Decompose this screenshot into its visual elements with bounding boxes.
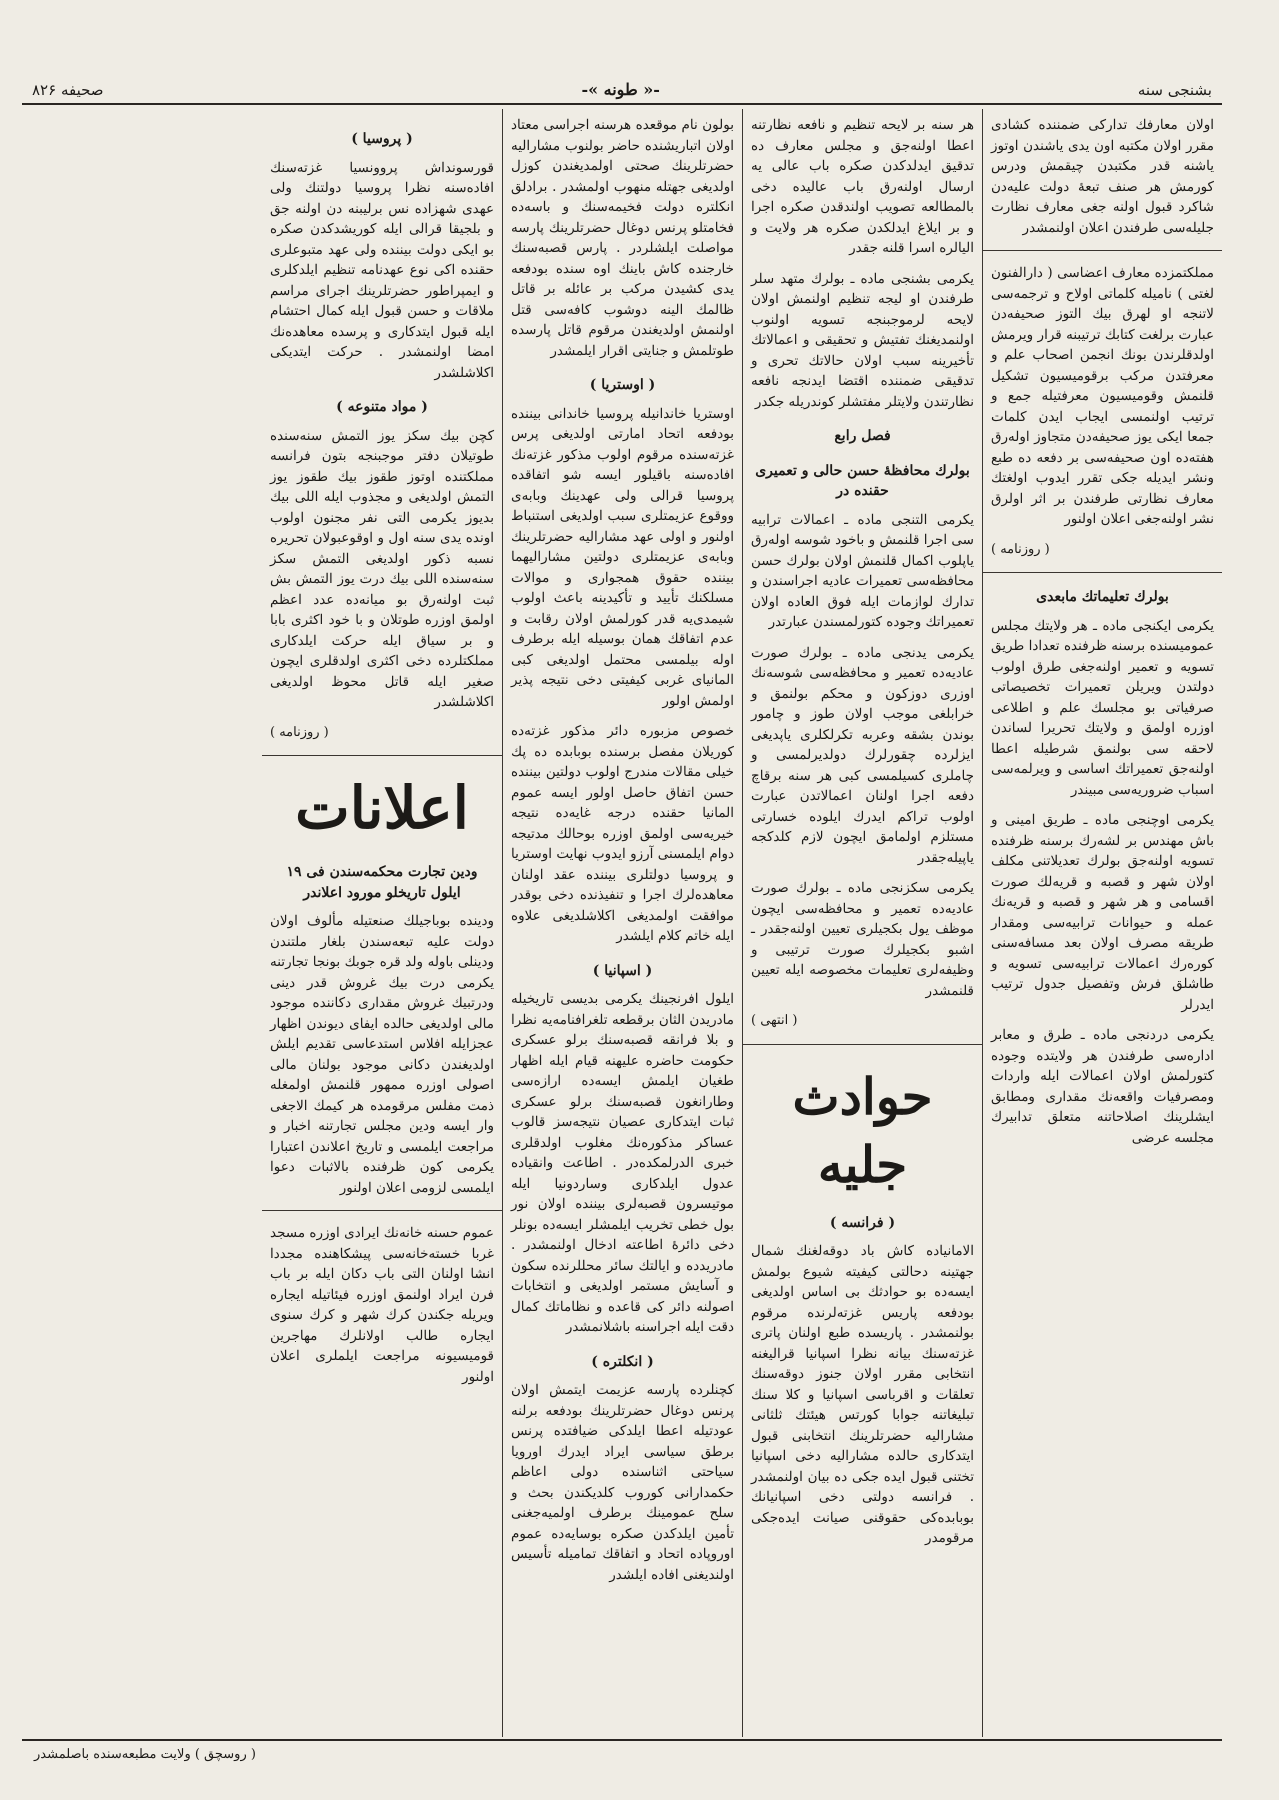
announcement-title: ودین تجارت محكمه‌سندن فی ۱۹ ایلول تاریخلو مورود اعلاندر (286, 864, 478, 901)
section-heading: ( اسپانیا ) (592, 962, 653, 979)
paragraph: یكرمی التنجی ماده ـ اعمالات ترابیه سی اجرا قلنمش و باخود شوسه اوله‌رق یاپلوب اكمال قلنمش اولان بولرك حسن محافظه‌سی تعمیرات عادیه اجراسندن و تدارك لوازمات ایله فوق العاده اولان تعمیراتك وجوده كتورلمسندن عبارتدر (751, 511, 974, 630)
paragraph: یكرمی اوچنجی ماده ـ طریق امینی و باش مهندس بر لشه‌رك برسنه ظرفنده تسویه اولنه‌جق بولرك تعدیلاتنی مكلف اولان شهر و قصبه و قریه‌لك صورت اقسامی و هر شهر و قصبه و قریه‌نك عمله و حیوانات ترابیه‌سی ومقدار طریقه مصرف اولان بعد مسافه‌سنی كوره‌رك اعمالات ترابیه‌سی تسویه و طاشلق فرش وتفصیل جدول ترتیب ایدرلر (991, 812, 1214, 1013)
column-2 (742, 109, 982, 1737)
paragraph: اولان معارفك تداركی ضمننده كشادی مقرر اولان مكتبه اون یدی یاشندن اوتوز یاشنه قدر مكتبدن چیقمش ودرس كورمش هر صنف تبعهٔ دولت علیه‌دن شاكرد قبول اولنه جغی معارف نظارت جلیله‌سی طرفندن اعلان اولنمشدر (991, 117, 1214, 236)
paragraph: یكرمی سكزنجی ماده ـ بولرك صورت عادیه‌ده تعمیر و محافظه‌سی ایچون موظف یول بكجیلری تعیین اولنه‌جقدر ـ اشبو بكجیلرك صورت ترتیبی و وظیفه‌لری تعلیمات مخصوصه ایله تعیین قلنمشدر (751, 880, 974, 999)
section-heading: ( فرانسه ) (829, 1214, 896, 1231)
paragraph: هر سنه بر لایحه تنظیم و نافعه نظارتنه اعطا اولنه‌جق و مجلس معارف ده تدقیق ایدلدكدن صكره باب عالی یه ارسال اولنه‌رق باب عالیده دخی بالمطالعه تصویب اولندقدن صكره اجرا و بر ایلاغ ایدلكدن صكره هر ولایت و الیالره اسرا قلنه جقدر (751, 117, 974, 256)
section-heading: بولرك تعلیماتك مابعدی (1036, 589, 1169, 605)
paragraph: یكرمی یدنجی ماده ـ بولرك صورت عادیه‌ده تعمیر و محافظه‌سی شوسه‌نك اوزری دوزكون و محكم بولنمق و خرابلغی موجب اولان طوز و چامور بوندن بشقه وعربه تكرلكلری یاپدیغی ایزلرده چقورلرك دولدیرلمسی و چاملری كسیلمسی كبی هر سنه برقاچ دفعه اجرا اولنان اعمالاتدن عبارت اولوب تراكم ایدرك ایلوده خسارتی مستلزم اولمامق ایچون لازم كلدكجه یاپیله‌جقدر (751, 644, 974, 866)
divider (262, 1210, 502, 1211)
divider (262, 755, 502, 756)
page-number: صحیفه ۸۲۶ (32, 81, 104, 99)
paragraph: مملكتمزده معارف اعضاسی ( دارالفنون لغتی ) نامیله كلماتی اولاح و ترجمه‌سی لاتنجه او لهرق بیك التوز صحیفه‌دن عبارت برلغت كتابك ترتیبنه قرار ویرمش اولدقلرندن بونك انجمن اصحاب علم و معرفتدن مركب برقومیسیون تشكیل قلنمش وقومیسیون معرفتیله جمع و ترتیب اولنمسی ایجاب ایدن كلمات جمعا ایكی یوز صحیفه‌دن متجاوز اوله‌رق هفته‌ده اون صحیفه‌سی بر دفعه ده طبع ونشر ایدیله جكی تقرر ایدوب اولغتك معارف نظارتی طرفندن بر اثر اولرق نشر اولنه‌جغی اعلان اولنور (991, 265, 1214, 527)
divider (983, 250, 1222, 251)
paragraph: بولون نام موقعده هرسنه اجراسی معتاد اولان اتباریشنده حاضر بولنوب مشارالیه حضرتلرینك صحتی اولمدیغندن كوزل اولدیغی جهتله منهوب اولمشدر . برادلق انكلتره دولت فخیمه‌سنك و باسه‌ده فخامتلو پرنس دوغال حضرتلرینك پارسه مواصلت ایلشلردر . پارس قصبه‌سنك خارجنده كاش باینك اوه سنده بودفعه یدی كشیدن مركب بر عائله بر قاتل ظالمك الینه دوشوب كافه‌سی قتل اولنمش اولدیغندن مرقوم قاتل پارسده طوتلمش و جنایتی اقرار ایلمشدر (511, 117, 734, 359)
news-masthead-heading: حوادث جلیه (792, 1066, 933, 1194)
paragraph: الامانیاده كاش باد دوقه‌لغنك شمال جهتینه دحالتی كیفیته شیوع بولمش ایسه‌ده بو حوادثك بی اساس اولدیغی بودفعه پاریس غزته‌لرنده مرقوم بولنمشدر . پاریسده طبع اولنان پاتری غزته‌سنك بیانه نظرا اسپانیا قرالیغنه انتخابی مقرر اولان جنوز دوقه‌سنك تعلقات و اقرباسی اسپانیا و كلا سنك تبلیغاتنه جوابا كورتس هیئتك ثلثانی مشارالیه حضرتلرینك انتخابنی قبول ایتدكاری حالده مشارالیه دخی اسپانیا تختنی قبول ایده جكی ده بیان اولنمشدر . فرانسه دولتی دخی اسپانیانك بوبابده‌كی حقوقنی صیانت ایده‌جكی مرقومدر (751, 1243, 974, 1546)
end-mark: ( انتهی ) (751, 1013, 798, 1028)
source-signature: ( روزنامه ) (270, 724, 329, 740)
paragraph: خصوص مزبوره دائر مذكور غزته‌ده كوریلان مفصل برسنده بوبابده ده پك خیلی مقالات مندرج اولوب دولتین بیننده حسن اتفاق حاصل اولور ایسه عموم المانیا حقنده درجه غایه‌ده نتیجه خیریه‌سی اولمق اوزره بوحالك مدتیجه دوام ایلمسنی آرزو ایدوب نهایت اوستریا و پروسیا دولتلری بیننده عقد اولنان معاهده‌لرك اجرا و تنفیذنده دخی بوقدر موافقت اولمدیغی اكلاشلدیغی علاوه ایله خاتم كلام ایلشدر (511, 723, 734, 944)
divider (983, 572, 1222, 573)
divider (743, 1044, 982, 1045)
masthead (22, 75, 1222, 105)
imprint-text: ( روسچق ) ولایت مطبعه‌سنده باصلمشدر (34, 1746, 256, 1762)
paragraph: كچن بیك سكز یوز التمش سنه‌سنده طوتیلان دفتر موجبنجه بتون فرانسه مملكتنده اوتوز طقوز بیك طقوز یوز التمش اولدیغی و مجذوب ایله اللی بیك بدیوز یكرمی التی نفر مجنون اولوب اونده یدی سنه اول و اوقوعبولان تحریره نسبه ذكور اولدیغی التمش سكز سنه‌سنده اللی بیك درت یوز التمش بش ثبت اولنه‌رق بو میانه‌ده عدد اعظم اولمق اوزره طوتلان و با خود اكثری بابا و بر سیاق ایله حركت ایلدكاری مملكتلرده دخی اكثری اولدقلری ایچون صغیر ایله قاتل محوظ اولدیغی اكلاشلشدر (270, 427, 494, 710)
year-label: بشنجی سنه (1137, 81, 1212, 99)
section-heading: ( اوستریا ) (589, 377, 656, 393)
paragraph: یكرمی بشنجی ماده ـ بولرك متهد سلر طرفندن او لیجه تنظیم اولنمش اولان لایحه لرموجبنجه تسویه اولنوب اولنمدیغنك تفتیش و تحقیقی و اعمالاتك تأخیرینه سبب اولان حالاتك تحری و تدقیقی ضمننده اقتضا ایدنجه نافعه نظارتندن ولایتلر مفتشلر كوندریله جكدر (751, 270, 974, 410)
paragraph: ودینده بوباجیلك صنعتیله مألوف اولان دولت علیه تبعه‌سندن بلغار ملتندن ودینلی باوله ولد قره جوبك بونجا تجارتنه یكرمی درت بیك غروش قدر دینی ودرتبیك غروش مقداری دكاننده موجود مالی اولدیغی حالده ایفای دیوندن اظهار عجزایله افلاس استدعاسی تقدیم ایلش اولدیغندن دكانی موجود بولنان مالی اصولی اوزره ممهور قلنمش اولمغله ذمت مفلس مرقومده هر كیمك الاجغی وار ایسه ودین مجلس تجارتنه اخبار و مراجعت ایلمسی و تاریخ اعلاندن اعتبارا یكرمی كون ظرفنده بالاثبات دعوا ایلمسی لزومی اعلان اولنور (270, 913, 494, 1196)
paragraph: ایلول افرنجینك یكرمی بدیسی تاریخیله مادریدن الثان برقطعه تلغرافنامه‌یه نظرا و بلا فرانقه قصبه‌سنك برلو عسكری حكومت حاضره علیهنه قیام ایله اظهار طغیان ایلمش ایسه‌ده ارازه‌سی وطارانغون قصبه‌سنك برلو عسكری ثبات ایتدكاری عصیان نتیجه‌سز قالوب عساكر مذكوره‌نك مغلوب اولدقلری خبری الدرلمكده‌در . اطاعت وانقیاده عدول ایلدكاری وساردونیا ایله موتیسرون قصبه‌لری بیننده اولان نور بول خطی تخریب ایلمشلر ایسه‌ده بونلر دخی دائرهٔ اطاعته ادخال اولنمشدر . مادریدده و ایالتك سائر محللرنده سكون و آسایش مستمر اولدیغی و انتخابات اصولنه دائر كی قاعده و نظاماتك كمال دقت ایله اجراسنه باشلانمشدر (511, 991, 734, 1335)
newspaper-title: -« طونه »- (581, 80, 660, 99)
section-heading: ( انكلتره ) (591, 1353, 654, 1370)
section-heading: ( مواد متنوعه ) (336, 399, 428, 415)
section-heading: فصل رابع (834, 428, 891, 444)
columns (22, 109, 1222, 1737)
paragraph: عموم حسنه خانه‌نك ایرادی اوزره مسجد غربا خسته‌خانه‌سی پیشكاهنده مجددا انشا اولنان التی باب دكان ایله بر باب فرن ایراد اولنمق اوزره فیئاتیله ایجاره ویریله جكندن كرك شهر و كرك سنوی ایجاره طالب اولانلرك مهاجرین قومیسیونه مراجعت ایلملری اعلان اولنور (270, 1225, 494, 1385)
section-subheading: بولرك محافظهٔ حسن حالی و تعمیری حقنده در (755, 462, 970, 499)
section-heading: ( پروسیا ) (351, 131, 413, 147)
column-3 (502, 109, 742, 1737)
paragraph: یكرمی ایكنجی ماده ـ هر ولایتك مجلس عمومیسنده برسنه ظرفنده تعدادا طریق تسویه و تعمیر اولنه‌جغی طرق اولوب دولتدن ویریلن تعمیرات تخصیصاتی صرفیاتی بو مجلسك علم و اطلاعی اوزره اولمق و ولایتك تحریرا لساندن لاحقه سی بولنمق شرطیله اعطا اولنه‌جق تعمیراتك اساسی و ویرلمه‌سی اسباب ضروریه‌سی مبیندر (991, 617, 1214, 798)
imprint-footer (22, 1739, 1222, 1767)
paragraph: قورسونداش پروونسیا غزته‌سنك افاده‌سنه نظرا پروسیا دولتنك ولی عهدی شهزاده نس برلیبنه دن اولنه جق و بلجیقا قرالی ایله كوریشدكدن صكره بو ایكی دولت بیننده ولی عهد متبوعلری حقنده اكی نوع عهدنامه تنظیم ایلدكلری و ایمپراطور حضرتلرینك اجرای مراسم ملاقات و حسن قبول ایله كمال احتشام ایله قبول ایتدكاری و پرسده معاهده‌نك امضا اولنمشدر . حركت ایتدیكی اكلاشلشدر (270, 159, 494, 381)
newspaper-page (22, 75, 1222, 1765)
announcements-heading: اعلانات (295, 774, 469, 842)
paragraph: اوستریا خاندانیله پروسیا خاندانی بیننده بودفعه اتحاد امارتی اولدیغی پرس غزته‌سنده مرقوم اولوب مذكور غزته‌نك افاده‌سنه باقیلور ایسه شو اتفاقده پروسیا قرالی ولی عهدینك وبابه‌ی ووقوع عزیمتلری سبب اولدیغی استنباط اولنور و اولی عهد مشارالیه حضرتلرینك وبابه‌ی عزیمتلری دولتین مشارالیهما بیننده حقوق همجواری و موالات مسلكنك تأیید و تأكیدینه باعث اولوب شیمدی‌یه قدر كورلمش اولان رقابت و عدم اتفاقك همان بوسیله ایله برطرف اوله بیلمسی محتمل اولدیغی كبی المانیای غربی كیفیتی دخی نتیجه پذیر اولمش اولور (511, 405, 734, 709)
column-4 (262, 109, 502, 1737)
paragraph: یكرمی دردنجی ماده ـ طرق و معابر اداره‌سی طرفندن هر ولایتده وجوده كتورلمش اولان اعمالات ایله واردات ومصرفیات واقعه‌نك مقداری ومطابق ایشلرینك اصلاحاتنه متعلق تدابیرك مجلسه عرضی (991, 1027, 1214, 1146)
paragraph: كچنلرده پارسه عزیمت ایتمش اولان پرنس دوغال حضرتلرینك بودفعه برلنه عودتیله اعطا ایلدكی ضیافتده پرنس برطق سیاسی ایراد ایدرك اورویا سیاحتی اثناسنده دولی اعاظم حكمدارانی كوروب كلدیكندن بحث و سلح عمومینك برطرف اولمیه‌جغنی تأمین ایلدكدن صكره بوسایه‌ده عموم اوروپاده اتحاد و اتفاقك تمامیله تأسیس اولندیغنی افاده ایلشدر (511, 1382, 734, 1583)
column-1 (982, 109, 1222, 1737)
source-signature: ( روزنامه ) (991, 541, 1050, 557)
